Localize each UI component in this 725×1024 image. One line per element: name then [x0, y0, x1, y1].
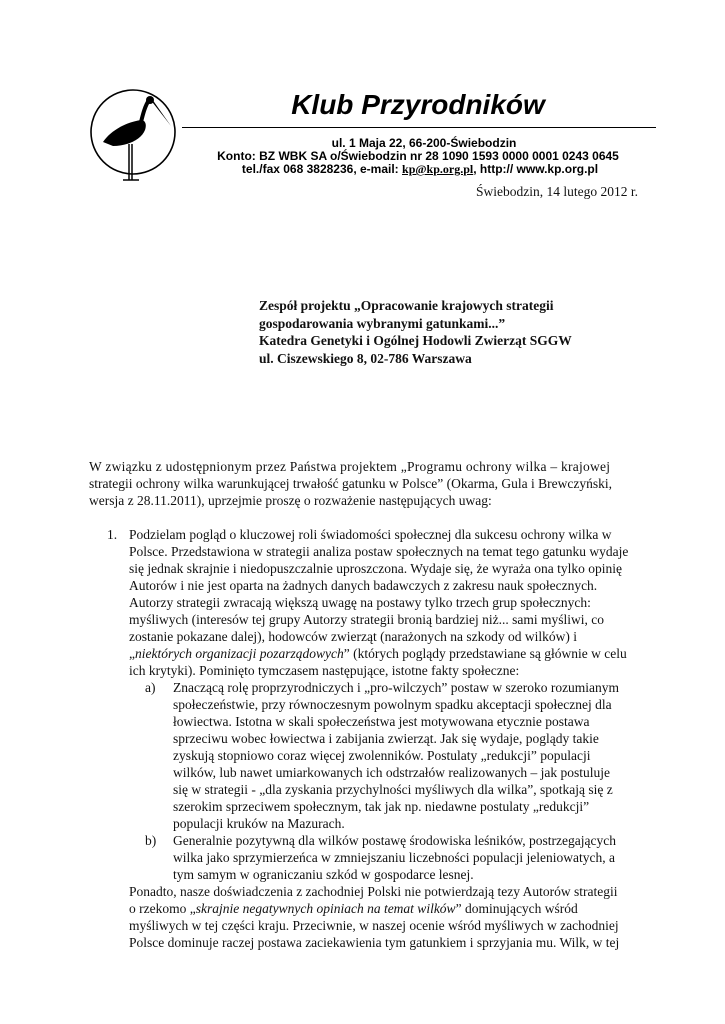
stork-logo-icon: [89, 86, 177, 184]
point-line: Polsce dominuje raczej postawa zaciekawienia tym gatunkiem i sprzyjania mu. Wilk, w tej: [129, 935, 620, 950]
subpoint-line: łowiectwa. Istotna w skali społeczeństwa jest motywowana etycznie postawa: [173, 714, 590, 729]
email-link[interactable]: kp@kp.org.pl: [402, 162, 474, 176]
recipient-block: [259, 297, 679, 367]
recipient-line: Zespół projektu „Opracowanie krajowych strategii: [259, 298, 554, 313]
intro-line: W związku z udostępnionym przez Państwa projektem „Programu ochrony wilka – krajowej: [89, 459, 611, 474]
emphasized-text: skrajnie negatywnych opiniach na temat wilków: [195, 901, 456, 916]
quote-open: o rzekomo „: [129, 901, 196, 916]
subpoint-line: społeczeństwie, przy równoczesnym powolnym spadku akceptacji społecznej dla: [173, 697, 612, 712]
point-line: Podzielam pogląd o kluczowej roli świadomości społecznej dla sukcesu ochrony wilka w: [129, 527, 612, 542]
point-1: [107, 526, 647, 951]
subpoint-line: wilków, lub nawet umiarkowanych ich odstrzałów realizowanych – jak postuluje: [173, 765, 611, 780]
header-divider: [182, 127, 656, 128]
quote-rest: ” dominujących wśród: [455, 901, 578, 916]
point-line: Autorzy strategii zwracają większą uwagę na postawy tylko trzech grup społecznych:: [129, 595, 591, 610]
point-number: 1.: [107, 527, 118, 542]
subpoint-line: szerokim sprzeciwem społecznym, tak jak np. niedawne postulaty „redukcji”: [173, 799, 590, 814]
recipient-line: ul. Ciszewskiego 8, 02-786 Warszawa: [259, 350, 472, 366]
contact-line: [170, 162, 670, 176]
point-body: [129, 526, 647, 951]
point-line: się jednak skrajnie i niedopuszczalnie uproszczona. Wydaje się, że wyraża ona tylko opinię: [129, 561, 623, 576]
recipient-line: gospodarowania wybranymi gatunkami...”: [259, 315, 506, 331]
quote-open: „: [129, 646, 135, 661]
contact-website[interactable]: , http:// www.kp.org.pl: [473, 162, 599, 176]
subpoint-line: tym samym w ograniczaniu szkód w gospodarce lesnej.: [173, 867, 474, 882]
intro-paragraph: [89, 458, 640, 509]
subpoint-b: [145, 832, 647, 883]
point-line: [129, 900, 647, 917]
subpoint-label: b): [145, 833, 157, 848]
club-address: ul. 1 Maja 22, 66-200-Świebodzin: [331, 136, 517, 150]
subpoint-label: a): [145, 680, 156, 695]
point-line: ich krytyki). Pominięto tymczasem następujące, istotne fakty społeczne:: [129, 663, 520, 678]
intro-line: strategii ochrony wilka warunkującej trwałość gatunku w Polsce” (Okarma, Gula i Brewczyński,: [89, 476, 612, 491]
emphasized-text: niektórych organizacji pozarządowych: [135, 646, 344, 661]
club-title: Klub Przyrodników: [291, 89, 545, 120]
letter-date: Świebodzin, 14 lutego 2012 r.: [476, 184, 638, 199]
point-line: [129, 645, 647, 662]
subpoint-line: zyskują stopniowo coraz więcej zwolenników. Postulaty „redukcji” populacji: [173, 748, 591, 763]
subpoint-line: Generalnie pozytywną dla wilków postawę środowiska leśników, postrzegających: [173, 833, 616, 848]
point-line: Autorów i nie jest oparta na żadnych danych badawczych z zakresu nauk społecznych.: [129, 578, 598, 593]
subpoint-line: populacji kruków na Mazurach.: [173, 816, 345, 831]
intro-line: wersja z 28.11.2011), uprzejmie proszę o rozważenie następujących uwag:: [89, 493, 492, 508]
point-line: myśliwych (interesów tej grupy Autorzy strategii bronią bardziej niż... sami myśliwi, co: [129, 612, 605, 627]
quote-rest: ” (których poglądy przedstawiane są głównie w celu: [343, 646, 627, 661]
subpoint-line: sprzeciwu wobec łowiectwa i zabijania zwierząt. Jak się wydaje, poglądy takie: [173, 731, 599, 746]
point-line: myśliwych w tej części kraju. Przeciwnie, w naszej ocenie wśród myśliwych w zachodniej: [129, 918, 619, 933]
recipient-line: Katedra Genetyki i Ogólnej Hodowli Zwierząt SGGW: [259, 333, 572, 348]
point-line: zostanie pokazane dalej), hodowców zwierząt (narażonych na szkody od wilków) i: [129, 629, 577, 644]
point-line: Polsce. Przedstawiona w strategii analiza postaw społecznych na temat tego gatunku wydaje: [129, 544, 629, 559]
contact-phone: tel./fax 068 3828236, e-mail:: [241, 162, 403, 176]
point-line: Ponadto, nasze doświadczenia z zachodniej Polski nie potwierdzają tezy Autorów strategii: [129, 884, 618, 899]
subpoint-line: wilka jako sprzymierzeńca w zmniejszaniu liczebności populacji jeleniowatych, a: [173, 850, 615, 865]
subpoint-line: się w strategii - „dla zyskania przychylności myśliwych dla wilka”, spotkają się z: [173, 782, 613, 797]
subpoint-a: [145, 679, 647, 832]
subpoint-line: Znaczącą rolę proprzyrodniczych i „pro-wilczych” postaw w szeroko rozumianym: [173, 680, 620, 695]
bank-account: Konto: BZ WBK SA o/Świebodzin nr 28 1090 1593 0000 0001 0243 0645: [217, 149, 619, 163]
